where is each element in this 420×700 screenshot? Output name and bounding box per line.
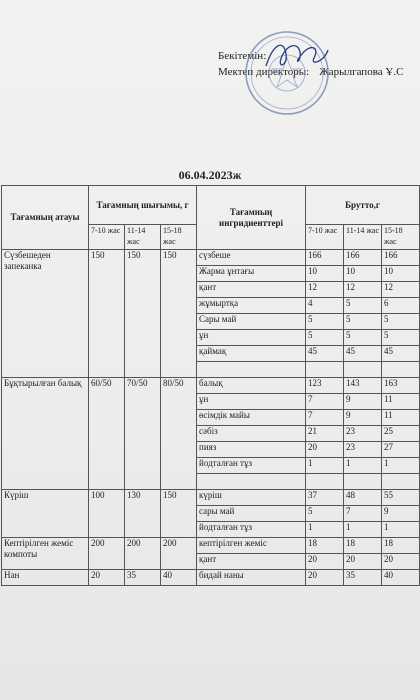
dish-name: Бұқтырылған балық bbox=[2, 378, 89, 490]
brutto-cell: 1 bbox=[382, 458, 420, 474]
brutto-cell: 23 bbox=[344, 426, 382, 442]
brutto-cell: 20 bbox=[306, 570, 344, 586]
brutto-cell: 5 bbox=[306, 330, 344, 346]
ingredient-name: Сары май bbox=[197, 314, 306, 330]
approved-label: Бекітемін: bbox=[218, 50, 267, 62]
dish-output-cell: 20 bbox=[89, 570, 125, 586]
brutto-header: Брутто,г bbox=[306, 186, 420, 225]
brutto-cell: 20 bbox=[382, 554, 420, 570]
brutto-cell: 9 bbox=[382, 506, 420, 522]
brutto-age-15-18: 15-18 жас bbox=[382, 225, 420, 250]
brutto-cell: 18 bbox=[382, 538, 420, 554]
brutto-cell: 9 bbox=[344, 394, 382, 410]
ingredients-header: Тағамның ингридиенттері bbox=[197, 186, 306, 250]
brutto-cell: 10 bbox=[306, 266, 344, 282]
output-age-15-18: 15-18 жас bbox=[161, 225, 197, 250]
brutto-cell: 1 bbox=[344, 522, 382, 538]
brutto-cell: 37 bbox=[306, 490, 344, 506]
brutto-cell: 166 bbox=[344, 250, 382, 266]
ingredient-name: Жарма ұнтағы bbox=[197, 266, 306, 282]
brutto-cell: 35 bbox=[344, 570, 382, 586]
brutto-cell: 12 bbox=[382, 282, 420, 298]
brutto-cell: 20 bbox=[344, 554, 382, 570]
menu-body bbox=[2, 250, 420, 586]
brutto-cell: 5 bbox=[306, 506, 344, 522]
ingredient-name: бидай наны bbox=[197, 570, 306, 586]
dish-output-cell: 130 bbox=[125, 490, 161, 538]
ingredient-name: күріш bbox=[197, 490, 306, 506]
brutto-cell: 123 bbox=[306, 378, 344, 394]
brutto-cell: 5 bbox=[344, 330, 382, 346]
dish-output-cell: 40 bbox=[161, 570, 197, 586]
ingredient-name: қант bbox=[197, 554, 306, 570]
brutto-cell: 12 bbox=[344, 282, 382, 298]
brutto-cell: 10 bbox=[344, 266, 382, 282]
brutto-cell: 10 bbox=[382, 266, 420, 282]
brutto-cell: 1 bbox=[344, 458, 382, 474]
brutto-cell: 23 bbox=[344, 442, 382, 458]
brutto-cell: 143 bbox=[344, 378, 382, 394]
empty-cell bbox=[344, 362, 382, 378]
ingredient-name: йодталған тұз bbox=[197, 458, 306, 474]
brutto-cell: 5 bbox=[344, 298, 382, 314]
brutto-cell: 5 bbox=[382, 314, 420, 330]
output-age-7-10: 7-10 жас bbox=[89, 225, 125, 250]
brutto-cell: 45 bbox=[344, 346, 382, 362]
brutto-cell: 45 bbox=[382, 346, 420, 362]
dish-name: Сүзбешеден запеканка bbox=[2, 250, 89, 378]
brutto-cell: 7 bbox=[306, 410, 344, 426]
brutto-cell: 1 bbox=[306, 458, 344, 474]
table-row bbox=[2, 378, 420, 394]
dish-name: Кептірілген жеміс компоты bbox=[2, 538, 89, 570]
ingredient-name: йодталған тұз bbox=[197, 522, 306, 538]
empty-cell bbox=[382, 362, 420, 378]
dish-output-cell: 200 bbox=[89, 538, 125, 570]
brutto-cell: 25 bbox=[382, 426, 420, 442]
ingredient-name: пияз bbox=[197, 442, 306, 458]
dish-output-cell: 150 bbox=[161, 490, 197, 538]
brutto-cell: 18 bbox=[306, 538, 344, 554]
dish-output-cell: 70/50 bbox=[125, 378, 161, 490]
table-row bbox=[2, 490, 420, 506]
dish-output-cell: 80/50 bbox=[161, 378, 197, 490]
dish-name-header: Тағамның атауы bbox=[2, 186, 89, 250]
brutto-cell: 163 bbox=[382, 378, 420, 394]
ingredient-name: сары май bbox=[197, 506, 306, 522]
ingredient-name: өсімдік майы bbox=[197, 410, 306, 426]
table-row bbox=[2, 538, 420, 554]
brutto-cell: 20 bbox=[306, 554, 344, 570]
brutto-cell: 6 bbox=[382, 298, 420, 314]
brutto-cell: 21 bbox=[306, 426, 344, 442]
table-row bbox=[2, 250, 420, 266]
dish-output-cell: 60/50 bbox=[89, 378, 125, 490]
brutto-age-11-14: 11-14 жас bbox=[344, 225, 382, 250]
dish-output-cell: 100 bbox=[89, 490, 125, 538]
brutto-cell: 20 bbox=[306, 442, 344, 458]
director-signature bbox=[262, 36, 332, 76]
brutto-cell: 1 bbox=[382, 522, 420, 538]
ingredient-name: жұмыртқа bbox=[197, 298, 306, 314]
brutto-cell: 5 bbox=[306, 314, 344, 330]
ingredient-name: қант bbox=[197, 282, 306, 298]
ingredient-name: ұн bbox=[197, 330, 306, 346]
dish-output-cell: 35 bbox=[125, 570, 161, 586]
brutto-cell: 11 bbox=[382, 410, 420, 426]
ingredient-name: ұн bbox=[197, 394, 306, 410]
brutto-cell: 4 bbox=[306, 298, 344, 314]
brutto-cell: 55 bbox=[382, 490, 420, 506]
dish-output-cell: 200 bbox=[161, 538, 197, 570]
ingredient-name: сәбіз bbox=[197, 426, 306, 442]
output-age-11-14: 11-14 жас bbox=[125, 225, 161, 250]
brutto-cell: 40 bbox=[382, 570, 420, 586]
brutto-cell: 5 bbox=[382, 330, 420, 346]
dish-output-cell: 150 bbox=[161, 250, 197, 378]
empty-cell bbox=[344, 474, 382, 490]
dish-output-cell: 150 bbox=[125, 250, 161, 378]
table-row bbox=[2, 570, 420, 586]
brutto-cell: 166 bbox=[306, 250, 344, 266]
empty-cell bbox=[306, 362, 344, 378]
menu-table bbox=[1, 185, 420, 586]
brutto-cell: 45 bbox=[306, 346, 344, 362]
brutto-cell: 9 bbox=[344, 410, 382, 426]
ingredient-name: сүзбеше bbox=[197, 250, 306, 266]
ingredient-name: қаймақ bbox=[197, 346, 306, 362]
empty-cell bbox=[382, 474, 420, 490]
brutto-cell: 27 bbox=[382, 442, 420, 458]
empty-cell bbox=[197, 362, 306, 378]
brutto-cell: 5 bbox=[344, 314, 382, 330]
brutto-age-7-10: 7-10 жас bbox=[306, 225, 344, 250]
dish-name: Нан bbox=[2, 570, 89, 586]
empty-cell bbox=[197, 474, 306, 490]
output-header: Тағамның шығымы, г bbox=[89, 186, 197, 225]
dish-name: Күріш bbox=[2, 490, 89, 538]
empty-cell bbox=[306, 474, 344, 490]
brutto-cell: 166 bbox=[382, 250, 420, 266]
dish-output-cell: 150 bbox=[89, 250, 125, 378]
brutto-cell: 18 bbox=[344, 538, 382, 554]
brutto-cell: 12 bbox=[306, 282, 344, 298]
ingredient-name: кептірілген жеміс bbox=[197, 538, 306, 554]
director-title: Мектеп директоры: bbox=[218, 66, 310, 78]
brutto-cell: 11 bbox=[382, 394, 420, 410]
brutto-cell: 48 bbox=[344, 490, 382, 506]
dish-output-cell: 200 bbox=[125, 538, 161, 570]
menu-date: 06.04.2023ж bbox=[178, 168, 242, 182]
brutto-cell: 1 bbox=[306, 522, 344, 538]
director-name: Жарылгапова Ұ.С bbox=[319, 66, 404, 78]
brutto-cell: 7 bbox=[344, 506, 382, 522]
brutto-cell: 7 bbox=[306, 394, 344, 410]
ingredient-name: балық bbox=[197, 378, 306, 394]
